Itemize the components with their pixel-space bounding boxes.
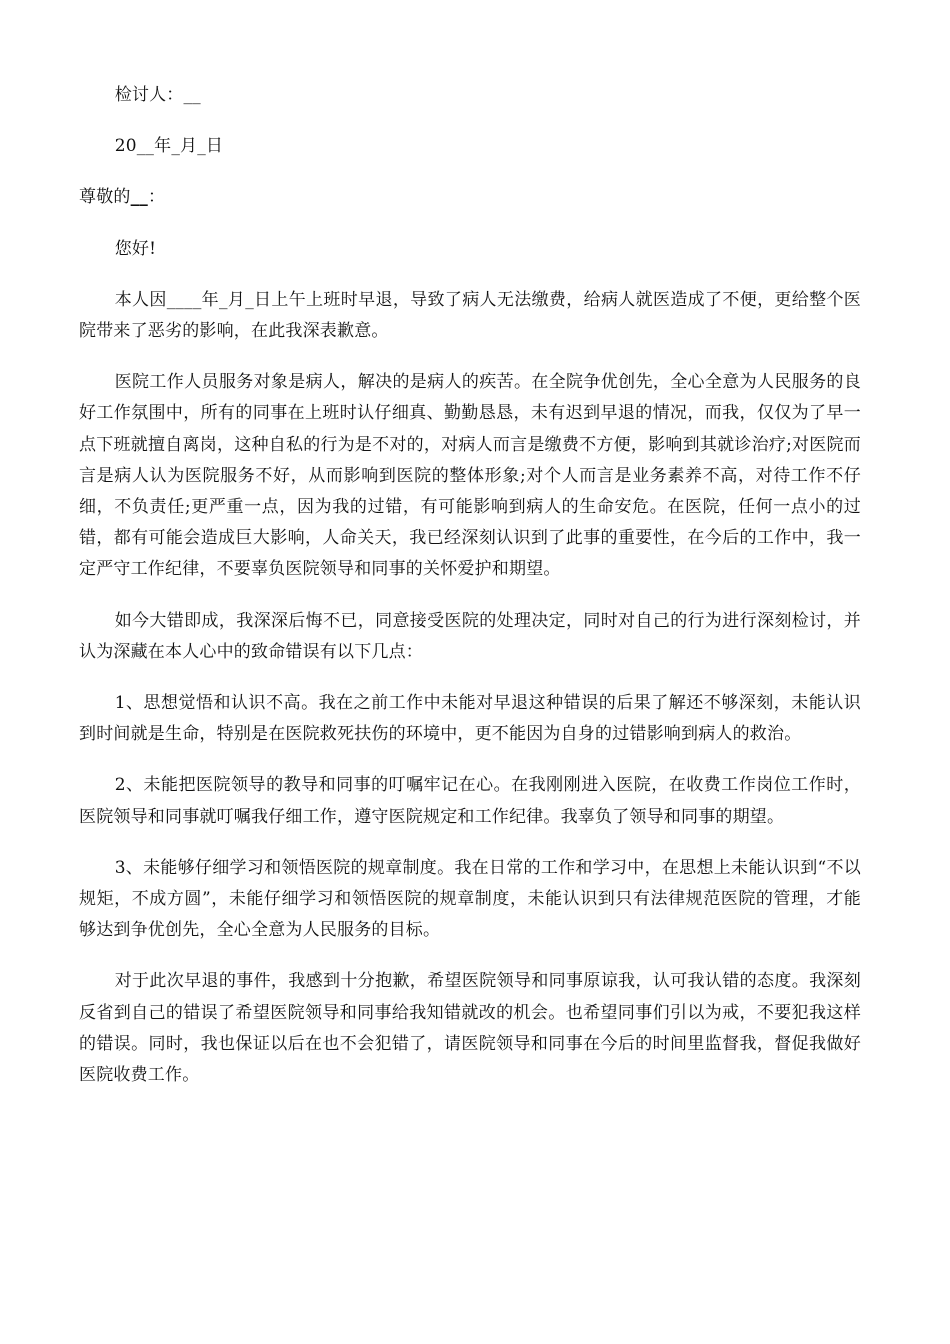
signer-line: 检讨人：__ xyxy=(114,85,201,105)
salutation-blank: __ xyxy=(130,187,149,208)
salutation-prefix: 尊敬的 xyxy=(79,187,131,208)
salutation xyxy=(79,182,861,213)
paragraph-point-3: 3、未能够仔细学习和领悟医院的规章制度。我在日常的工作和学习中，在思想上未能认识到“不以规矩，不成方圆”，未能仔细学习和领悟医院的规章制度，未能认识到只有法律规范医院的管理，才能够达到争优创先，全心全意为人民服务的目标。 xyxy=(79,857,861,941)
paragraph-closing: 对于此次早退的事件，我感到十分抱歉，希望医院领导和同事原谅我，认可我认错的态度。我深刻反省到自己的错误了希望医院领导和同事给我知错就改的机会。也希望同事们引以为戒，不要犯我这样的错误。同时，我也保证以后在也不会犯错了，请医院领导和同事在今后的时间里监督我，督促我做好医院收费工作。 xyxy=(79,971,861,1086)
date-line: 20__年_月_日 xyxy=(114,136,224,157)
greeting-hello: 您好! xyxy=(114,238,157,259)
paragraph-acceptance: 如今大错即成，我深深后悔不已，同意接受医院的处理决定，同时对自己的行为进行深刻检讨，并认为深藏在本人心中的致命错误有以下几点： xyxy=(79,610,861,662)
paragraph-reflection: 医院工作人员服务对象是病人，解决的是病人的疾苦。在全院争优创先，全心全意为人民服务的良好工作氛围中，所有的同事在上班时认仔细真、勤勤恳恳，未有迟到早退的情况，而我，仅仅为了早一点下班就擅自离岗，这种自私的行为是不对的，对病人而言是缴费不方便，影响到其就诊治疗;对医院而言是病人认为医院服务不好，从而影响到医院的整体形象;对个人而言是业务素养不高，对待工作不仔细，不负责任;更严重一点，因为我的过错，有可能影响到病人的生命安危。在医院，任何一点小的过错，都有可能会造成巨大影响，人命关天，我已经深刻认识到了此事的重要性，在今后的工作中，我一定严守工作纪律，不要辜负医院领导和同事的关怀爱护和期望。 xyxy=(79,372,861,580)
paragraph-point-1: 1、思想觉悟和认识不高。我在之前工作中未能对早退这种错误的后果了解还不够深刻，未能认识到时间就是生命，特别是在医院救死扶伤的环境中，更不能因为自身的过错影响到病人的救治。 xyxy=(79,693,861,745)
paragraph-point-2: 2、未能把医院领导的教导和同事的叮嘱牢记在心。在我刚刚进入医院，在收费工作岗位工作时，医院领导和同事就叮嘱我仔细工作，遵守医院规定和工作纪律。我辜负了领导和同事的期望。 xyxy=(79,775,861,827)
document-body xyxy=(79,80,861,1091)
salutation-suffix: ： xyxy=(148,187,166,208)
paragraph-incident: 本人因____年_月_日上午上班时早退，导致了病人无法缴费，给病人就医造成了不便，更给整个医院带来了恶劣的影响，在此我深表歉意。 xyxy=(79,289,861,342)
